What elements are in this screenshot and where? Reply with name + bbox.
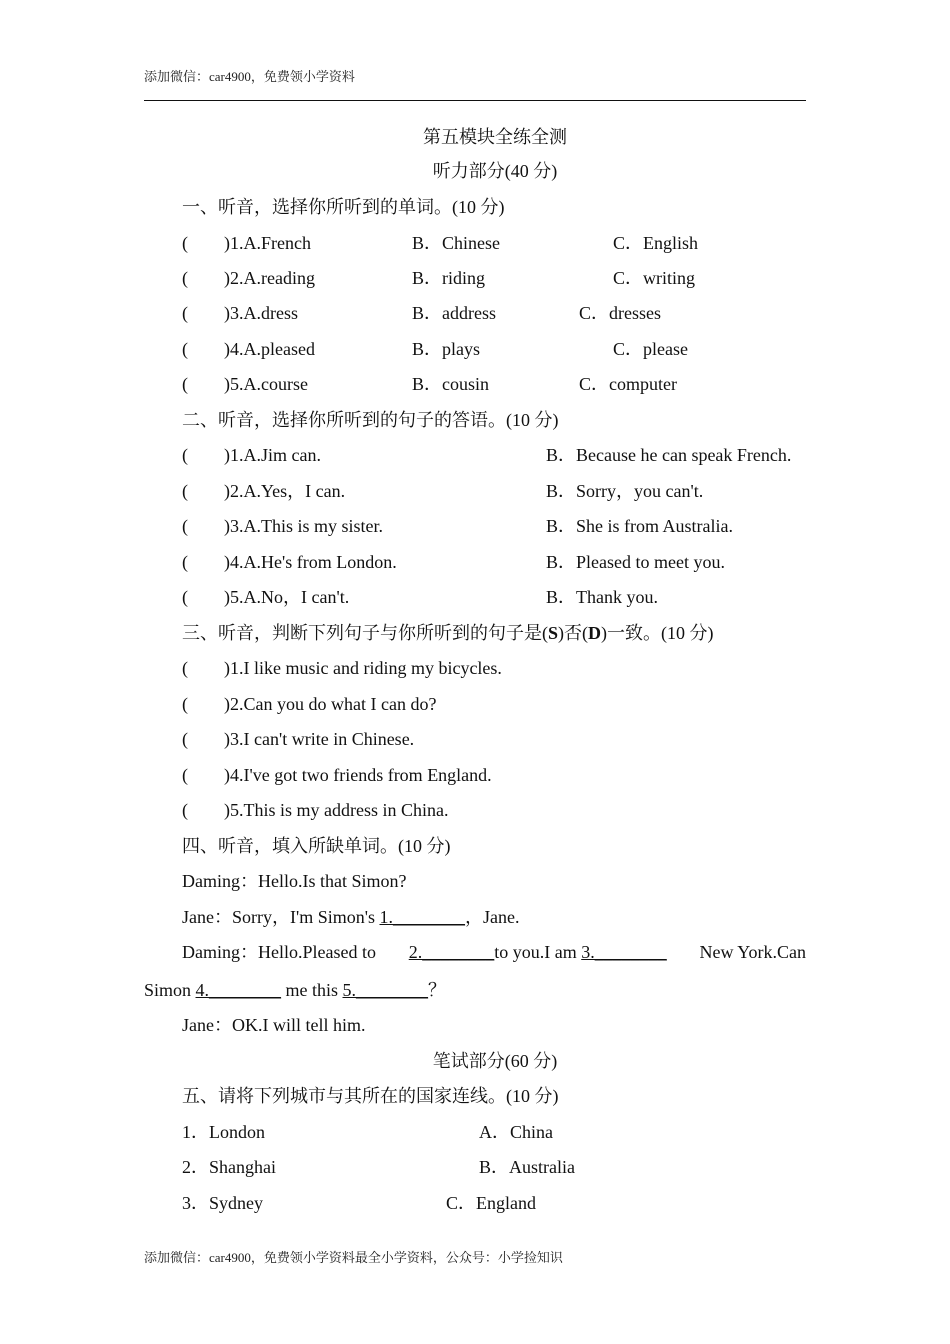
s1-q1-b: B．Chinese	[412, 233, 500, 253]
s3-q1: ( )1.I like music and riding my bicycles.	[182, 658, 502, 678]
s1-q4-c: C．please	[613, 339, 688, 359]
dl3-b: to you.I am	[494, 942, 582, 962]
s5-city-1: 1．London	[182, 1122, 265, 1142]
s2-q5-b: B．Thank you.	[546, 587, 658, 607]
section1-heading: 一、听音，选择你所听到的单词。(10 分)	[182, 197, 505, 217]
dialogue-line-2	[182, 906, 519, 928]
s1-q3-b: B．address	[412, 303, 496, 323]
s5-country-a: A．China	[479, 1122, 553, 1142]
s2-q2-a: ( )2.A.Yes，I can.	[182, 481, 346, 501]
s1-q5-b: B．cousin	[412, 374, 490, 394]
listening-heading: 听力部分(40 分)	[432, 161, 558, 181]
s3-heading-post: )一致。(10 分)	[601, 623, 714, 643]
dl2-post: ，Jane.	[464, 907, 520, 927]
s3-q3: ( )3.I can't write in Chinese.	[182, 729, 415, 749]
section4-heading: 四、听音，填入所缺单词。(10 分)	[182, 836, 451, 856]
section3-heading	[182, 622, 714, 644]
dialogue-line-1: Daming：Hello.Is that Simon?	[182, 871, 407, 891]
s1-q4-b: B．plays	[412, 339, 481, 359]
s2-q1-a: ( )1.A.Jim can.	[182, 445, 321, 465]
s1-q2: ( )2.A.reading	[182, 268, 315, 288]
dl4-b: me this	[281, 980, 343, 1000]
s5-country-c: C．England	[446, 1193, 536, 1213]
document-title: 第五模块全练全测	[423, 127, 567, 147]
dl4-a: Simon	[144, 980, 196, 1000]
dialogue-line-3	[182, 941, 806, 963]
s2-q4-a: ( )4.A.He's from London.	[182, 552, 397, 572]
written-heading: 笔试部分(60 分)	[432, 1051, 558, 1071]
s5-country-b: B．Australia	[479, 1157, 575, 1177]
s2-q3-a: ( )3.A.This is my sister.	[182, 516, 383, 536]
s3-heading-s: S	[548, 623, 559, 643]
s1-q3: ( )3.A.dress	[182, 303, 298, 323]
s1-q5: ( )5.A.course	[182, 374, 308, 394]
blank-2: 2.________	[408, 942, 495, 962]
s3-q2: ( )2.Can you do what I can do?	[182, 694, 437, 714]
s1-q2-b: B．riding	[412, 268, 486, 288]
s2-q4-b: B．Pleased to meet you.	[546, 552, 725, 572]
s2-q5-a: ( )5.A.No，I can't.	[182, 587, 350, 607]
dialogue-line-4	[144, 979, 446, 1001]
dl4-c: ？	[428, 980, 447, 1000]
blank-5: 5.________	[342, 980, 429, 1000]
blank-1: 1.________	[379, 907, 465, 927]
s2-q3-b: B．She is from Australia.	[546, 516, 733, 536]
s1-q5-c: C．computer	[579, 374, 677, 394]
section2-heading: 二、听音，选择你所听到的句子的答语。(10 分)	[182, 410, 559, 430]
s1-q2-c: C．writing	[613, 268, 696, 288]
section5-heading: 五、请将下列城市与其所在的国家连线。(10 分)	[182, 1086, 559, 1106]
s3-q5: ( )5.This is my address in China.	[182, 800, 449, 820]
page-header-text: 添加微信：car4900，免费领小学资料	[144, 69, 355, 84]
s3-q4: ( )4.I've got two friends from England.	[182, 765, 492, 785]
s1-q1: ( )1.A.French	[182, 233, 311, 253]
dialogue-line-5: Jane：OK.I will tell him.	[182, 1015, 366, 1035]
s5-city-3: 3．Sydney	[182, 1193, 263, 1213]
s3-heading-d: D	[588, 623, 602, 643]
s1-q3-c: C．dresses	[579, 303, 661, 323]
s2-q2-b: B．Sorry，you can't.	[546, 481, 704, 501]
s2-q1-b: B．Because he can speak French.	[546, 445, 792, 465]
blank-3: 3.________	[581, 942, 667, 962]
s1-q1-c: C．English	[613, 233, 699, 253]
dl3-a: Daming：Hello.Pleased to	[182, 942, 376, 962]
page-footer-text: 添加微信：car4900，免费领小学资料最全小学资料，公众号：小学捡知识	[144, 1250, 563, 1265]
s5-city-2: 2．Shanghai	[182, 1157, 276, 1177]
dl3-c: New York.Can	[699, 942, 806, 962]
s3-heading-pre: 三、听音，判断下列句子与你所听到的句子是(	[182, 623, 548, 643]
dl2-pre: Jane：Sorry，I'm Simon's	[182, 907, 380, 927]
blank-4: 4.________	[195, 980, 282, 1000]
s3-heading-mid: )否(	[558, 623, 589, 643]
header-rule	[144, 100, 806, 101]
s1-q4: ( )4.A.pleased	[182, 339, 315, 359]
